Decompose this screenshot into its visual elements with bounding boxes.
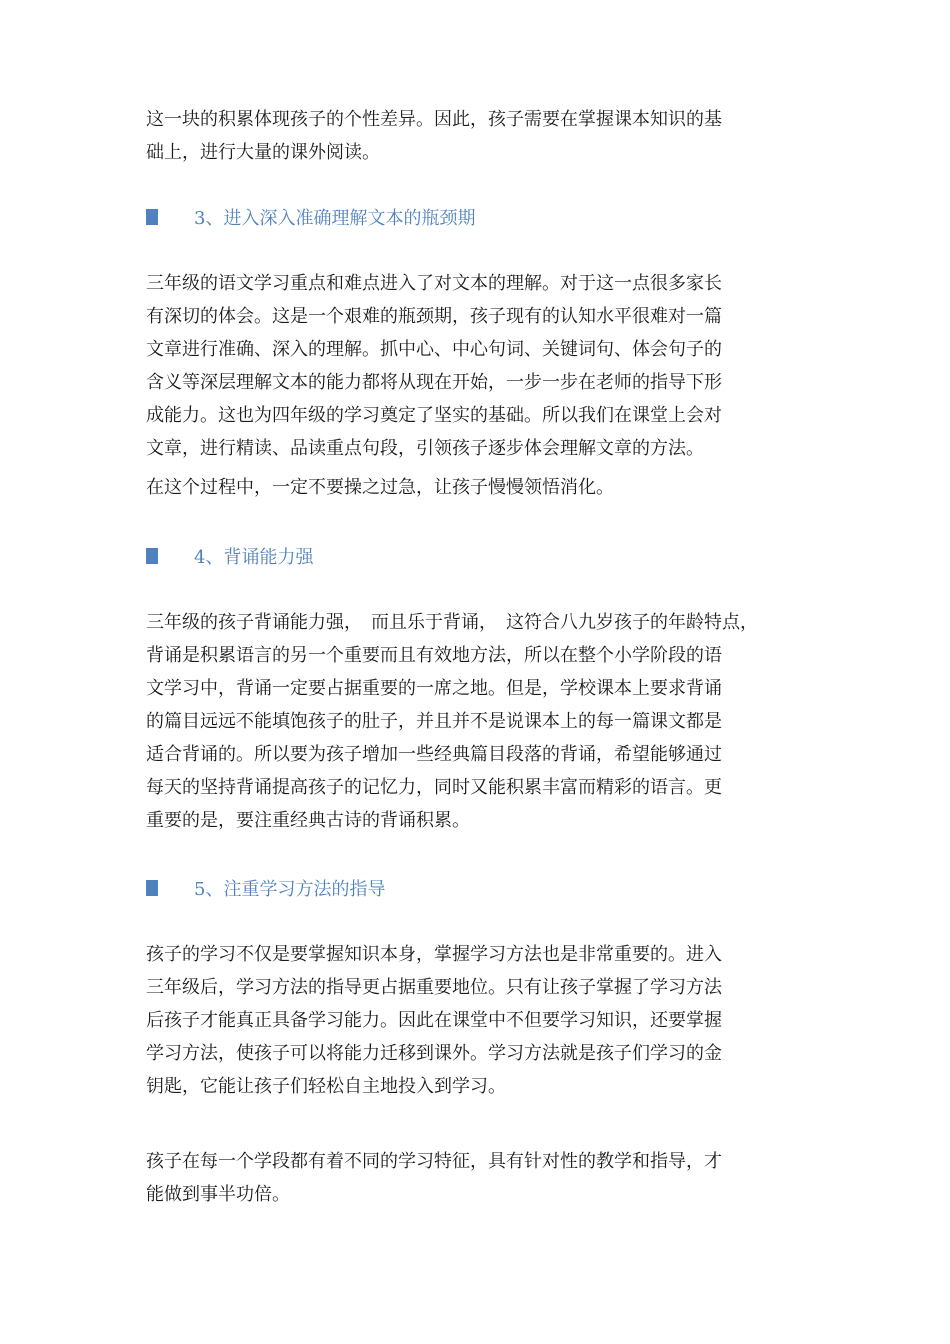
paragraph-line: 础上，进行大量的课外阅读。 — [146, 142, 380, 163]
paragraph-line: 文章，进行精读、品读重点句段，引领孩子逐步体会理解文章的方法。 — [146, 438, 704, 459]
section-heading-text: 5、注重学习方法的指导 — [194, 879, 386, 900]
paragraph-conclusion — [146, 1145, 786, 1211]
paragraph-line: 文学习中，背诵一定要占据重要的一席之地。但是，学校课本上要求背诵 — [146, 678, 722, 699]
paragraph-line: 钥匙，它能让孩子们轻松自主地投入到学习。 — [146, 1076, 506, 1097]
paragraph-line: 文章进行准确、深入的理解。抓中心、中心句词、关键词句、体会句子的 — [146, 339, 722, 360]
paragraph-line: 成能力。这也为四年级的学习奠定了坚实的基础。所以我们在课堂上会对 — [146, 405, 722, 426]
paragraph-line: 能做到事半功倍。 — [146, 1184, 290, 1205]
paragraph-intro — [146, 103, 786, 169]
section-heading-text: 4、背诵能力强 — [194, 547, 314, 568]
section-marker-icon — [146, 880, 158, 896]
paragraph-line: 适合背诵的。所以要为孩子增加一些经典篇目段落的背诵，希望能够通过 — [146, 744, 722, 765]
paragraph-line: 孩子在每一个学段都有着不同的学习特征，具有针对性的教学和指导，才 — [146, 1151, 722, 1172]
paragraph-line: 背诵是积累语言的另一个重要而且有效地方法，所以在整个小学阶段的语 — [146, 645, 722, 666]
paragraph-line: 含义等深层理解文本的能力都将从现在开始，一步一步在老师的指导下形 — [146, 372, 722, 393]
paragraph-line: 每天的坚持背诵提高孩子的记忆力，同时又能积累丰富而精彩的语言。更 — [146, 777, 722, 798]
section-marker-icon — [146, 548, 158, 564]
paragraph-line: 这一块的积累体现孩子的个性差异。因此，孩子需要在掌握课本知识的基 — [146, 109, 722, 130]
paragraph-line: 有深切的体会。这是一个艰难的瓶颈期，孩子现有的认知水平很难对一篇 — [146, 306, 722, 327]
paragraph-section-5 — [146, 938, 786, 1103]
paragraph-line: 重要的是，要注重经典古诗的背诵积累。 — [146, 810, 470, 831]
paragraph-line: 三年级后，学习方法的指导更占据重要地位。只有让孩子掌握了学习方法 — [146, 977, 722, 998]
paragraph-line: 的篇目远远不能填饱孩子的肚子，并且并不是说课本上的每一篇课文都是 — [146, 711, 722, 732]
paragraph-line: 三年级的语文学习重点和难点进入了对文本的理解。对于这一点很多家长 — [146, 273, 722, 294]
paragraph-line: 孩子的学习不仅是要掌握知识本身，掌握学习方法也是非常重要的。进入 — [146, 944, 722, 965]
section-heading-5 — [146, 877, 385, 899]
paragraph-line: 后孩子才能真正具备学习能力。因此在课堂中不但要学习知识，还要掌握 — [146, 1010, 722, 1031]
paragraph-line: 学习方法，使孩子可以将能力迁移到课外。学习方法就是孩子们学习的金 — [146, 1043, 722, 1064]
paragraph-section-4 — [146, 606, 786, 837]
section-heading-3 — [146, 206, 475, 228]
paragraph-line: 三年级的孩子背诵能力强， 而且乐于背诵， 这符合八九岁孩子的年龄特点， — [146, 612, 758, 633]
paragraph-line: 在这个过程中，一定不要操之过急，让孩子慢慢领悟消化。 — [146, 477, 614, 498]
section-heading-text: 3、进入深入准确理解文本的瓶颈期 — [194, 208, 476, 229]
paragraph-section-3 — [146, 267, 786, 504]
section-marker-icon — [146, 209, 158, 225]
section-heading-4 — [146, 545, 313, 567]
